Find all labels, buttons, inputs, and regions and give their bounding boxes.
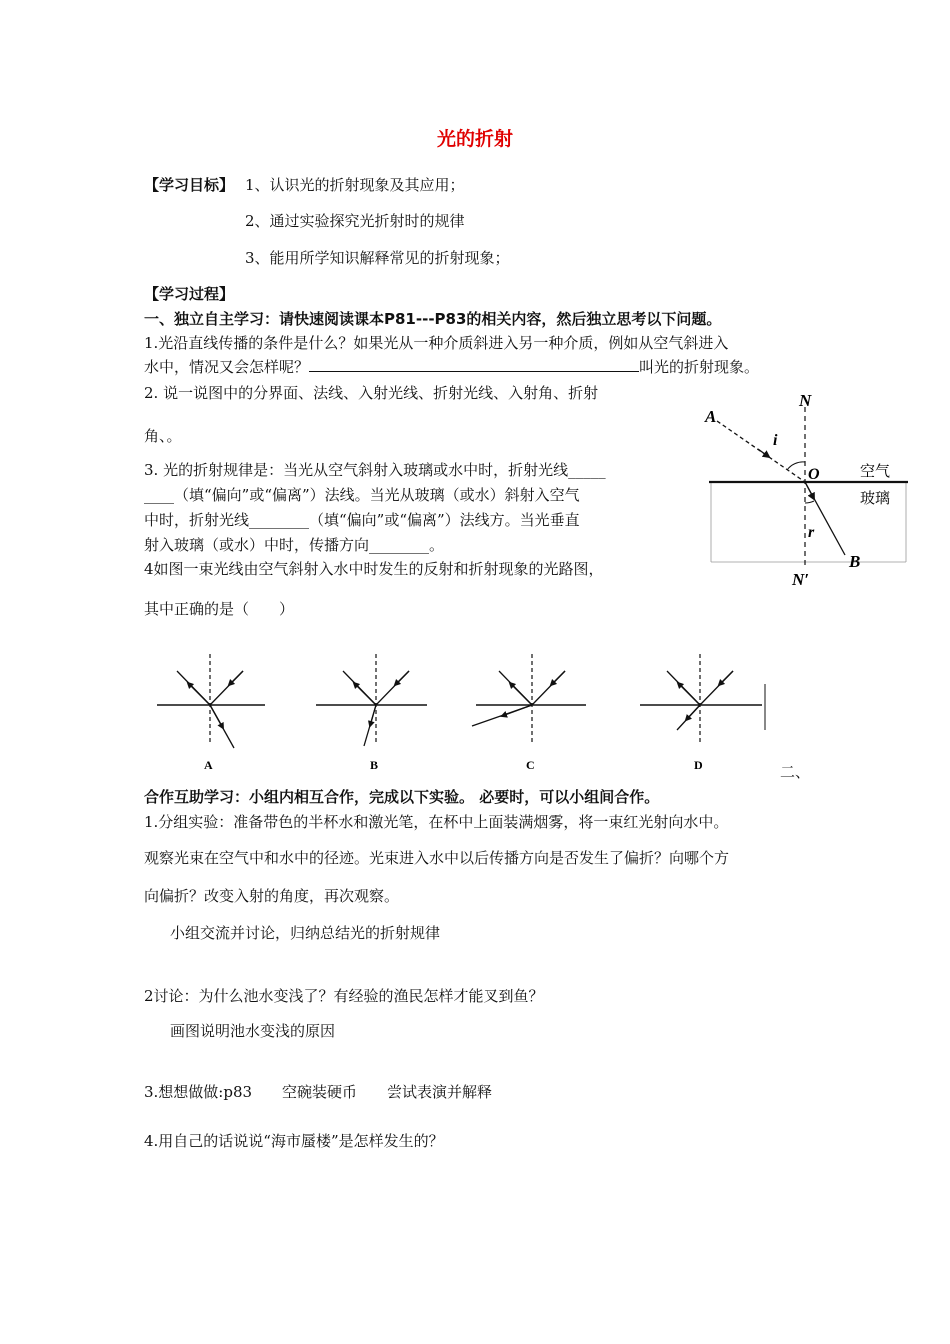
- q3-line1: 3. 光的折射规律是：当光从空气斜射入玻璃或水中时，折射光线_____: [144, 461, 606, 479]
- option-d-label: D: [694, 758, 703, 772]
- angle-i-arc: [787, 462, 805, 470]
- q3-line2: ____（填“偏向”或“偏离”）法线。当光从玻璃（或水）斜射入空气: [144, 486, 580, 504]
- label-normal-n: N: [799, 391, 812, 410]
- goal-item-3: 3、能用所学知识解释常见的折射现象；: [245, 249, 510, 267]
- q4-line2: 其中正确的是（ ）: [144, 600, 295, 618]
- label-point-o: O: [808, 466, 820, 483]
- s2-p3: 3.想想做做:p83 空碗装硬币 尝试表演并解释: [144, 1083, 493, 1101]
- s2-p1-line4: 小组交流并讨论，归纳总结光的折射规律: [170, 924, 441, 942]
- option-a-label: A: [204, 758, 213, 772]
- s2-p1-line2: 观察光束在空气中和水中的径迹。光束进入水中以后传播方向是否发生了偏折？向哪个方: [144, 849, 730, 867]
- process-label: 【学习过程】: [144, 285, 235, 303]
- refraction-diagram: [695, 385, 920, 600]
- option-d-diagram[interactable]: [640, 654, 762, 744]
- q3-line4: 射入玻璃（或水）中时，传播方向________。: [144, 536, 445, 554]
- q1-line2-tail: 叫光的折射现象。: [639, 358, 760, 376]
- s2-p1-line3: 向偏折？改变入射的角度，再次观察。: [144, 887, 400, 905]
- q2-line1: 2. 说一说图中的分界面、法线、入射光线、折射光线、入射角、折射: [144, 384, 599, 402]
- section2-heading: 合作互助学习：小组内相互合作，完成以下实验。 必要时，可以小组间合作。: [144, 788, 660, 806]
- section2-number: 二、: [780, 763, 811, 781]
- option-c-diagram[interactable]: [472, 654, 586, 744]
- label-point-b: B: [849, 552, 861, 571]
- goals-label: 【学习目标】: [144, 176, 235, 194]
- s2-p4: 4.用自己的话说说“海市蜃楼”是怎样发生的？: [144, 1132, 444, 1150]
- s2-p2-line1: 2讨论：为什么池水变浅了？有经验的渔民怎样才能叉到鱼？: [144, 987, 544, 1005]
- incident-arrow: [758, 449, 769, 457]
- goal-item-2: 2、通过实验探究光折射时的规律: [245, 212, 465, 230]
- option-a-diagram[interactable]: [157, 654, 265, 748]
- label-point-a: A: [705, 407, 717, 426]
- option-c-label: C: [526, 758, 535, 772]
- options-diagram: [150, 648, 775, 773]
- s2-p1-line1: 1.分组实验：准备带色的半杯水和激光笔，在杯中上面装满烟雾，将一束红光射向水中。: [144, 813, 729, 831]
- q1-line1: 1.光沿直线传播的条件是什么？如果光从一种介质斜进入另一种介质，例如从空气斜进入: [144, 334, 729, 352]
- section1-heading: 一、独立自主学习：请快速阅读课本P81---P83的相关内容，然后独立思考以下问题。: [144, 310, 722, 328]
- q1-line2: [144, 357, 759, 377]
- s2-p2-line2: 画图说明池水变浅的原因: [170, 1022, 336, 1040]
- q3-line3: 中时，折射光线________（填“偏向”或“偏离”）法线方。当光垂直: [144, 511, 580, 529]
- option-b-diagram[interactable]: [316, 654, 427, 746]
- label-angle-r: r: [808, 524, 815, 541]
- goal-item-1: 1、认识光的折射现象及其应用；: [245, 176, 465, 194]
- label-glass: 玻璃: [860, 491, 891, 507]
- label-normal-n-prime: N′: [792, 570, 810, 589]
- q1-line2-text: 水中，情况又会怎样呢？: [144, 358, 310, 376]
- q2-line2: 角、。: [144, 427, 182, 445]
- page-title: 光的折射: [436, 128, 513, 150]
- q1-answer-blank[interactable]: [309, 357, 639, 372]
- label-angle-i: i: [773, 432, 778, 449]
- label-air: 空气: [860, 464, 891, 480]
- q4-line1: 4如图一束光线由空气斜射入水中时发生的反射和折射现象的光路图，: [144, 560, 604, 578]
- option-b-label: B: [370, 758, 379, 772]
